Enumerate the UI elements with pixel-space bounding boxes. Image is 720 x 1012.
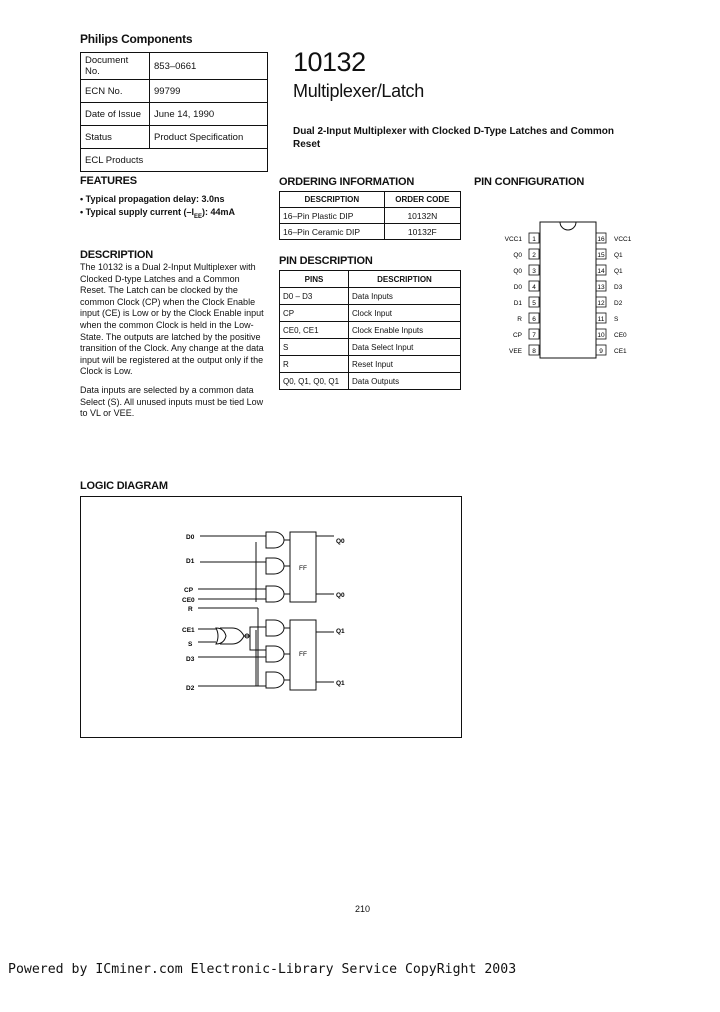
footer-credit: Powered by ICminer.com Electronic-Library Service CopyRight 2003 [8, 962, 517, 977]
pin-label: D3 [614, 284, 623, 291]
order-code: 10132N [384, 208, 460, 224]
pin-number: 15 [597, 252, 605, 259]
pin-configuration-diagram [496, 218, 646, 364]
doc-value: 853–0661 [150, 53, 268, 80]
pin-desc: Reset Input [349, 356, 461, 373]
pin-label: Q0 [513, 252, 522, 259]
feature-sub: EE [194, 213, 203, 220]
doc-value: June 14, 1990 [150, 103, 268, 126]
pin-label: Q0 [513, 268, 522, 275]
description-body [80, 262, 265, 427]
doc-value: Product Specification [150, 126, 268, 149]
part-number: 10132 [293, 47, 366, 77]
doc-row [81, 149, 268, 172]
pin-configuration-heading: PIN CONFIGURATION [474, 176, 585, 188]
doc-row [81, 53, 268, 80]
input-label: D2 [186, 685, 195, 692]
company-name: Philips Components [80, 32, 193, 46]
pin-label: Q1 [614, 252, 623, 259]
description-paragraph: Data inputs are selected by a common data Select (S). All unused inputs must be tied Low to VL or VEE. [80, 384, 264, 419]
pin-label: CE1 [614, 348, 627, 355]
column-header: DESCRIPTION [280, 192, 385, 208]
pin-number: 14 [597, 268, 605, 275]
pin-description-table [279, 270, 461, 390]
doc-key: Document No. [81, 53, 150, 80]
ic-notch [560, 222, 576, 230]
table-row [280, 356, 461, 373]
input-label: D1 [186, 558, 195, 565]
ordering-table [279, 191, 461, 240]
pin-names: D0 – D3 [280, 288, 349, 305]
doc-key: ECN No. [81, 80, 150, 103]
logic-diagram-heading: LOGIC DIAGRAM [80, 480, 168, 492]
pin-number: 6 [532, 316, 536, 323]
description-paragraph: The 10132 is a Dual 2-Input Multiplexer with Clocked D-type Latches and a Common Reset. The Latch can be clocked by the common Clock (CP) when the Clock Enable input (CE) is Low or by the Clock Enable input when the common Clock is held in the Low-State. The outputs are latched by the positive transition of the Clock. Any change at the data input will be registered at the output only if the Clock is Low. [80, 262, 264, 377]
output-label: Q0 [336, 538, 345, 545]
pin-number: 8 [532, 348, 536, 355]
features-list [80, 193, 235, 224]
pin-desc: Data Select Input [349, 339, 461, 356]
logic-wiring [198, 532, 334, 690]
pin-names: Q0, Q1, Q0, Q1 [280, 373, 349, 390]
pin-label: Q1 [614, 268, 623, 275]
input-label: S [188, 641, 193, 648]
input-label: CP [184, 587, 194, 594]
input-label: D3 [186, 656, 195, 663]
input-label: R [188, 606, 193, 613]
doc-row [81, 126, 268, 149]
pin-number: 10 [597, 332, 605, 339]
input-label: CE1 [182, 627, 195, 634]
pin-description-heading: PIN DESCRIPTION [279, 255, 373, 267]
pin-boxes [529, 233, 606, 355]
input-label: D0 [186, 534, 195, 541]
pin-number: 1 [532, 236, 536, 243]
pin-desc: Data Inputs [349, 288, 461, 305]
order-desc: 16–Pin Plastic DIP [280, 208, 385, 224]
flipflop-label: FF [299, 565, 307, 572]
table-row [280, 373, 461, 390]
product-line: ECL Products [81, 149, 268, 172]
pin-names: CP [280, 305, 349, 322]
table-row [280, 208, 461, 224]
pin-number: 11 [597, 316, 605, 323]
pin-desc: Data Outputs [349, 373, 461, 390]
pin-number: 2 [532, 252, 536, 259]
table-row [280, 288, 461, 305]
ic-body [540, 222, 596, 358]
feature-text: ): 44mA [202, 207, 236, 217]
pin-names: S [280, 339, 349, 356]
pin-number: 12 [597, 300, 605, 307]
pin-label: VCC1 [504, 236, 522, 243]
pin-number: 5 [532, 300, 536, 307]
pin-number: 4 [532, 284, 536, 291]
logic-diagram [80, 496, 460, 736]
pin-number: 16 [597, 236, 605, 243]
feature-text: • Typical supply current (–I [80, 207, 195, 217]
pin-label: D0 [513, 284, 522, 291]
pin-label: D2 [614, 300, 623, 307]
output-label: Q1 [336, 680, 345, 687]
column-header: ORDER CODE [384, 192, 460, 208]
description-heading: DESCRIPTION [80, 249, 153, 261]
pin-number: 7 [532, 332, 536, 339]
table-header-row [280, 271, 461, 288]
table-row [280, 305, 461, 322]
ordering-heading: ORDERING INFORMATION [279, 176, 415, 188]
pin-number: 9 [599, 348, 603, 355]
table-row [280, 224, 461, 240]
page-number: 210 [355, 904, 371, 914]
doc-key: Date of Issue [81, 103, 150, 126]
pin-number: 13 [597, 284, 605, 291]
order-desc: 16–Pin Ceramic DIP [280, 224, 385, 240]
table-row [280, 322, 461, 339]
doc-row [81, 80, 268, 103]
device-tagline: Dual 2-Input Multiplexer with Clocked D-Type Latches and Common Reset [293, 126, 614, 150]
column-header: DESCRIPTION [349, 271, 461, 288]
output-label: Q0 [336, 592, 345, 599]
input-label: CE0 [182, 597, 195, 604]
pin-desc: Clock Enable Inputs [349, 322, 461, 339]
document-info-table [80, 52, 268, 172]
column-header: PINS [280, 271, 349, 288]
table-header-row [280, 192, 461, 208]
pin-names: CE0, CE1 [280, 322, 349, 339]
flipflop-label: FF [299, 651, 307, 658]
doc-key: Status [81, 126, 150, 149]
pin-desc: Clock Input [349, 305, 461, 322]
feature-item: • Typical propagation delay: 3.0ns [80, 194, 225, 204]
feature-item [80, 206, 235, 224]
doc-row [81, 103, 268, 126]
pin-label: VEE [508, 348, 522, 355]
pin-label: S [614, 316, 619, 323]
pin-label: VCC1 [614, 236, 632, 243]
pin-label: CP [512, 332, 522, 339]
pin-number: 3 [532, 268, 536, 275]
features-heading: FEATURES [80, 175, 137, 187]
doc-value: 99799 [150, 80, 268, 103]
pin-names: R [280, 356, 349, 373]
pin-label: D1 [513, 300, 522, 307]
pin-label: CE0 [614, 332, 627, 339]
output-label: Q1 [336, 628, 345, 635]
device-title: Multiplexer/Latch [293, 81, 424, 101]
table-row [280, 339, 461, 356]
order-code: 10132F [384, 224, 460, 240]
pin-label: R [517, 316, 522, 323]
